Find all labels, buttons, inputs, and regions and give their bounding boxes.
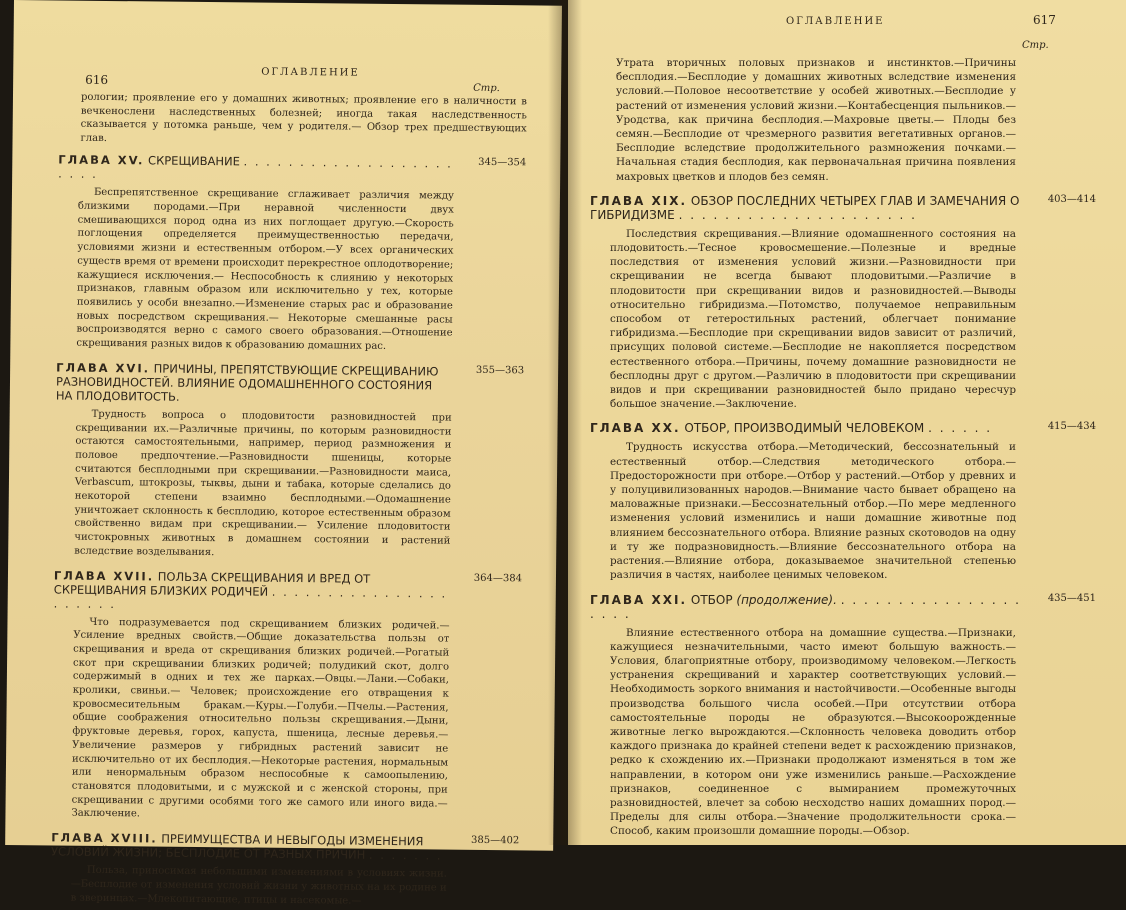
chapter-title-text: ОБЗОР ПОСЛЕДНИХ ЧЕТЫРЕХ ГЛАВ И ЗАМЕЧАНИЯ (690, 193, 1007, 208)
chapter-title-text: ПРИЧИНЫ, ПРЕПЯТСТВУЮЩИЕ СКРЕЩИВАНИЮ РАЗНОВИДНОСТЕЙ. ВЛИЯНИЕ ОДОМАШНЕННОГО СОСТОЯНИЯ (55, 361, 439, 393)
chapter-subtitle: УСЛОВИЙ ЖИЗНИ; БЕСПЛОДИЕ ОТ РАЗНЫХ ПРИЧИН (51, 844, 366, 862)
chapter-summary: Трудность вопроса о плодовитости разновидностей при скрещивании их.—Различные причины, по которым разновидности остаются самостоятельными, например, период размножения и половое предпочтение.—Разновидности пшеницы, которые считаются бесплодными при скрещивании.—Разновидности маиса, Verbascum, штокрозы, тыквы, дыни и табака, которые сделались до некоторой степени взаимно бесплодными.—Одомашнение уничтожает склонность к бесплодию, которое естественным образом свойственно видам при скрещивании.— Усиление плодовитости чистокровных животных в домашнем состоянии и растений вследствие возделывания. (74, 408, 452, 558)
chapter-subtitle: О ГИБРИДИЗМЕ (590, 193, 1020, 222)
chapter-page-range: 385—402 (470, 834, 520, 847)
continuation-text: рологии; проявление его у домашних животных; проявление его в наличности в вечкенослени наследственных болезней; иногда такая наследственность сказывается у потомка раньше, чем у родителя.— Обзор трех предшествующих глав. (80, 91, 528, 144)
chapter-page-range: 435—451 (1047, 592, 1096, 604)
chapter-title (51, 831, 447, 863)
chapter-subtitle: (продолжение). (736, 592, 837, 607)
chapter-title-text: СКРЕЩИВАНИЕ (148, 153, 241, 169)
chapter-label: ГЛАВА XVIII. (51, 830, 158, 846)
chapter-entry (56, 153, 526, 355)
chapter-entry (590, 421, 1096, 582)
chapter-page-range: 403—414 (1047, 193, 1096, 205)
page-number: 616 (85, 72, 109, 87)
chapter-summary: Трудность искусства отбора.—Методический, бессознательный и естественный отбор.—Следствия методического отбора.—Предосторожности при отборе.—Отбор у растений.—Отбор у древних и у полуцивилизованных народов.—Внимание часто бывает обращено на маловажные признаки.—Бессознательный отбор.—По мере медленного изменения условий изменились и наши домашние животные под влиянием бессознательного отбора. Влияние разных скотоводов на одну и ту же подразновидность.—Влияние бессознательного отбора на растения.—Влияние отбора, доказываемое значительной степенью различия в частях, наиболее ценимых человеком. (610, 441, 1016, 582)
leader-dots: . . . . . . . . . . . . . . . . . . . . . . (53, 584, 448, 611)
continuation-text: Утрата вторичных половых признаков и инстинктов.—Причины бесплодия.—Бесплодие у домашних животных вследствие изменения условий.—Половое несоответствие у особей животных.—Бесплодие у растений от изменения условий жизни.—Контабесценция пыльников.—Уродства, как причина бесплодия.—Махровые цветы.— Плоды без семян.—Бесплодие от чрезмерного развития вегетативных органов.—Бесплодие вследствие продолжительного размножения почками.—Начальная стадия бесплодия, как первоначальная причина появления махровых цветков и плодов без семян. (616, 57, 1016, 183)
chapter-label: ГЛАВА XVI. (56, 360, 151, 376)
chapter-summary: Польза, приносимая небольшими изменениями в условиях жизни.—Бесплодие от изменения условий жизни у животных на их родине и в зверинцах.—Млекопитающие, птицы и насекомые.— (70, 864, 447, 907)
chapter-summary: Беспрепятственное скрещивание сглаживает различия между близкими породами.—При неравной численности двух смешивающихся пород одна из них поглощает другую.—Скорость поглощения определяется преимущественностью передачи, условиями жизни и естественным отбором.—У всех органических существ время от времени происходит перекрестное оплодотворение; кажущиеся исключения.— Неспособность к слиянию у некоторых признаков, главным образом или исключительно у тех, которые появились у особи внезапно.—Изменение старых рас и образование новых посредством скрещивания.— Некоторые смешанные расы воспроизводятся верно с самого своего образования.—Отношение скрещивания разных видов к образованию домашних рас. (76, 187, 455, 353)
leader-dots: . . . . . . . (368, 847, 443, 863)
chapter-entry (590, 194, 1096, 412)
chapter-title (56, 360, 452, 406)
chapter-summary: Влияние естественного отбора на домашние существа.—Признаки, кажущиеся незначительными, часто имеют большую важность.— Условия, благоприятные отбору, производимому человеком.—Легкость устранения скрещиваний и характер соответствующих условий.—Необходимость зоркого внимания и настойчивости.—Особенные выгоды производства большого числа особей.—При отсутствии отбора самостоятельные породы не образуются.—Высокоорожденные животные легко вырождаются.—Склонность человека доводить отбор каждого признака до крайней степени ведет к расхождению признаков, редко к схождению их.—Признаки продолжают изменяться в том же направлении, в котором они уже изменились раньше.—Расхождение признаков, соединенное с вымиранием промежуточных разновидностей, влечет за собою несходство наших домашних пород.—Пределы для силы отбора.—Значение продолжительности срока.—Способ, каким произошли домашние породы.—Обзор. (610, 626, 1016, 838)
chapter-summary: Последствия скрещивания.—Влияние одомашненного состояния на плодовитость.—Тесное кровосмешение.—Полезные и вредные последствия от изменения условий жизни.—Разновидности при скрещивании не всегда бывают плодовитыми.—Различие в плодовитости при скрещивании видов и разновидностей.—Выводы относительно гибридизма.—Потомство, получаемое неправильным способом от гетеростильных растений, облегчает понимание гибридизма.—Бесплодие при скрещивании видов зависит от различий, присущих половой системе.—Бесплодие не накопляется посредством естественного отбора.—Причины, почему домашние разновидности не бесплодны друг с другом.—Различию в плодовитости при скрещивании видов и при скрещивании разновидностей было придано чересчур большое значение.—Заключение. (610, 227, 1016, 411)
chapter-page-range: 355—363 (475, 364, 525, 377)
chapter-page-range: 345—354 (478, 157, 527, 169)
chapter-title (58, 153, 454, 185)
chapter-page-range: 415—434 (1047, 421, 1096, 433)
chapter-label: ГЛАВА XX. (590, 421, 681, 436)
left-page (5, 0, 562, 907)
chapter-title-text: ПРЕИМУЩЕСТВА И НЕВЫГОДЫ ИЗМЕНЕНИЯ (161, 831, 424, 849)
chapter-label: ГЛАВА XXI. (590, 592, 688, 607)
chapter-entry (51, 568, 522, 825)
chapter-page-range: 364—384 (473, 572, 523, 584)
chapter-subtitle: БЛИЗКИХ РОДИЧЕЙ (149, 583, 269, 599)
chapter-entry (590, 593, 1096, 839)
chapter-title-end: . (175, 389, 180, 404)
leader-dots: . . . . . . . . . . . . . . . . . . . . . (678, 207, 917, 222)
chapter-label: ГЛАВА XV. (58, 152, 145, 168)
chapter-title-text: ПОЛЬЗА СКРЕЩИВАНИЯ И ВРЕД ОТ СКРЕЩИВАНИЯ (53, 569, 371, 597)
chapter-title (590, 593, 1024, 621)
page-column-label: Стр. (1022, 40, 1049, 51)
page-number: 617 (1033, 13, 1056, 27)
chapter-entry (51, 831, 520, 910)
chapter-label: ГЛАВА XVII. (53, 567, 155, 584)
running-head: ОГЛАВЛЕНИЕ (261, 66, 360, 79)
leader-dots: . . . . . . . . . . . . . . . . . . . . . . . (58, 154, 453, 182)
chapter-title (590, 421, 1024, 435)
page-column-label: Стр. (473, 82, 500, 95)
chapter-title-text: ОТБОР (690, 592, 733, 607)
chapter-entry (54, 360, 524, 563)
chapter-title-text: ОТБОР, ПРОИЗВОДИМЫЙ ЧЕЛОВЕКОМ (684, 421, 925, 436)
running-head: ОГЛАВЛЕНИЕ (786, 16, 885, 27)
chapter-label: ГЛАВА XIX. (590, 193, 688, 208)
leader-dots: . . . . . . (928, 421, 993, 436)
chapter-subtitle: НА ПЛОДОВИТОСТЬ (55, 388, 177, 404)
chapter-title (590, 194, 1024, 222)
chapter-summary: Что подразумевается под скрещиванием близких родичей.—Усиление вредных свойств.—Общие доказательства пользы от скрещивания и вреда от скрещивания близких родичей.—Рогатый скот при скрещивании близких родичей; полудикий скот, долго содержимый в одних и тех же парках.—Овцы.—Лани.—Собаки, кролики, свиньи.— Человек; происхождение его отвращения к кровосмесительным бракам.—Куры.—Голуби.—Пчелы.—Растения, общие соображения относительно пользы скрещивания.—Дыни, фруктовые деревья, горох, капуста, пшеница, лесные деревья.—Увеличение размеров у гибридных растений зависит не исключительно от их бесплодия.—Некоторые растения, нормальным или ненормальным образом неспособные к самоопылению, становятся плодовитыми, и с мужской и с женской стороны, при скрещивании с другими особями того же самого или иного вида.— Заключение. (71, 616, 450, 820)
book-gutter (548, 0, 582, 845)
leader-dots: . . . . . . . . . . . . . . . . . . . . (590, 592, 1021, 621)
right-page (568, 0, 1126, 845)
chapter-title (54, 568, 450, 614)
